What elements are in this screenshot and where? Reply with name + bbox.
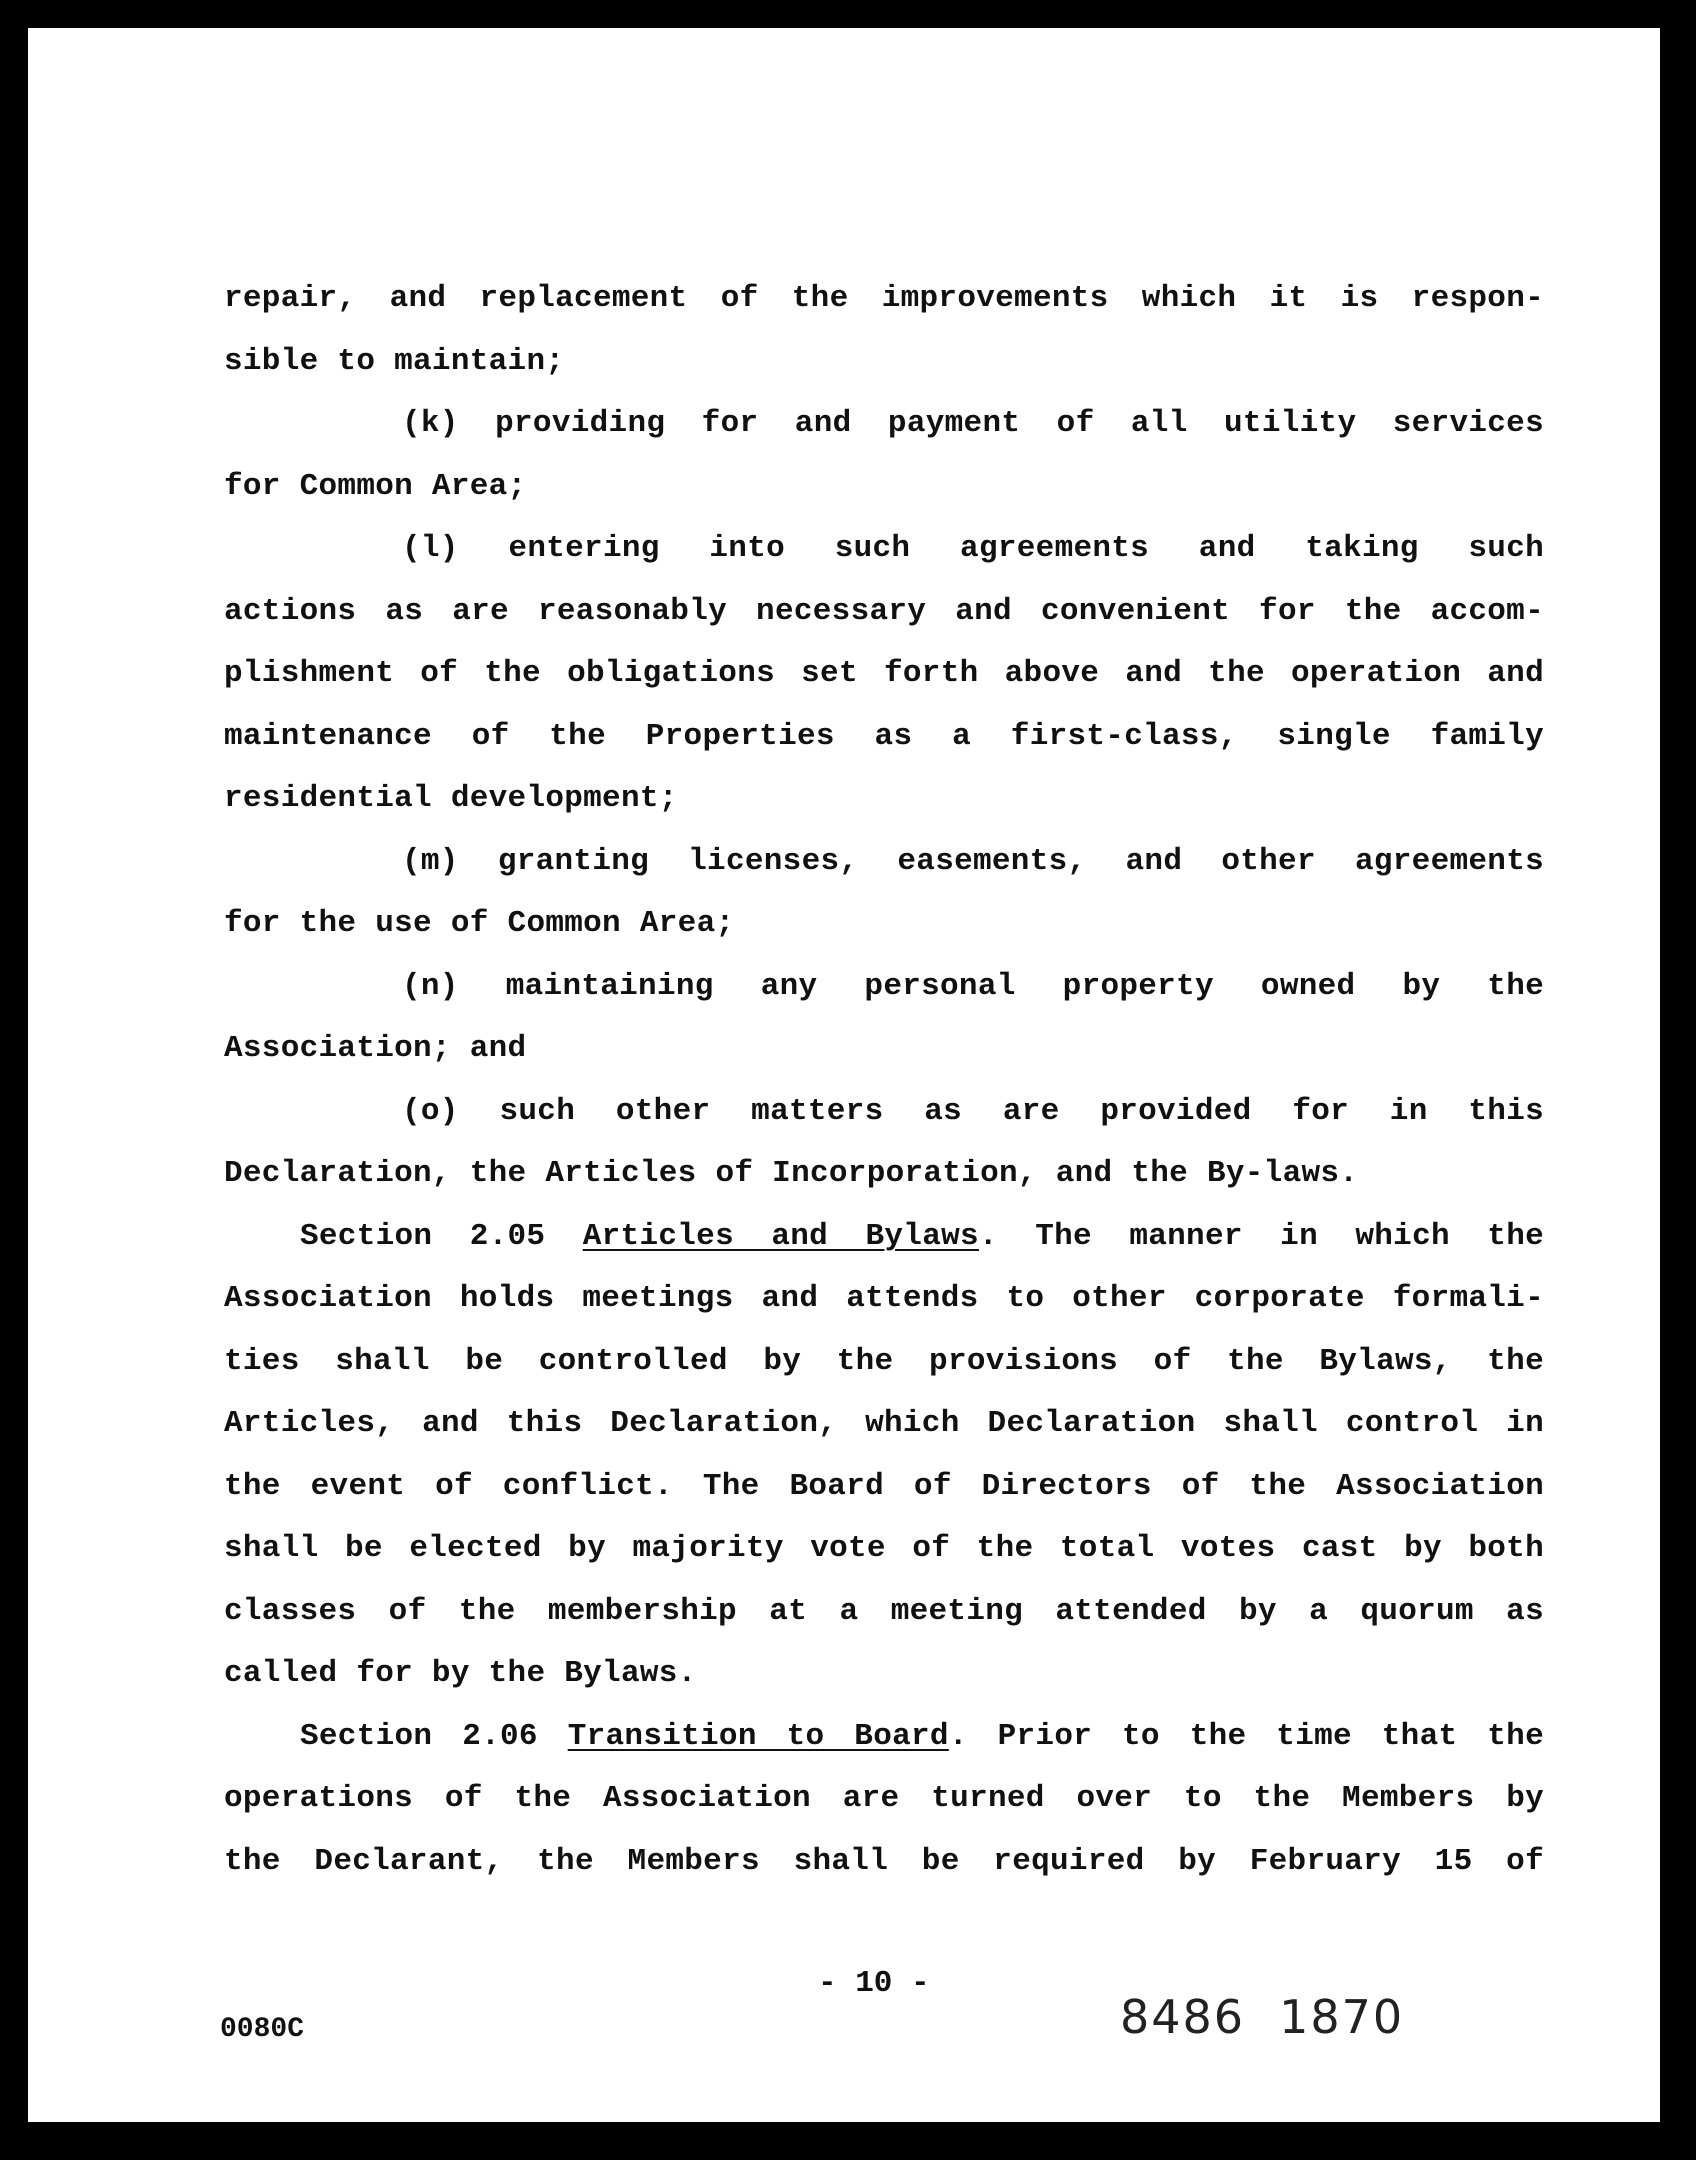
recording-stamp bbox=[1120, 1990, 1404, 2044]
text-line: residential development; bbox=[224, 781, 678, 816]
text-line: plishment of the obligations set forth above and the operation and bbox=[224, 656, 1544, 691]
text-line: maintenance of the Properties as a first-class, single family bbox=[224, 718, 1544, 754]
text-line: (m) granting licenses, easements, and other agreements bbox=[402, 843, 1544, 879]
stamp-book-number: 8486 bbox=[1120, 1990, 1246, 2044]
document-code: 0080C bbox=[220, 2014, 305, 2045]
text-line: (n) maintaining any personal property owned by the bbox=[402, 968, 1544, 1004]
text-line: (o) such other matters as are provided for in this bbox=[402, 1093, 1544, 1129]
text-line: shall be elected by majority vote of the total votes cast by both bbox=[224, 1531, 1544, 1566]
text-line: classes of the membership at a meeting attended by a quorum as bbox=[224, 1593, 1544, 1629]
text-line: actions as are reasonably necessary and convenient for the accom- bbox=[224, 593, 1544, 629]
section-text: . Prior to the time that the bbox=[948, 1718, 1544, 1754]
document-page bbox=[28, 28, 1660, 2122]
text-line: Association holds meetings and attends to other corporate formali- bbox=[224, 1281, 1544, 1316]
text-line: for Common Area; bbox=[224, 468, 527, 504]
page-number: - 10 - bbox=[818, 1966, 930, 2001]
text-line: Articles, and this Declaration, which Declaration shall control in bbox=[224, 1406, 1544, 1441]
section-number: Section 2.05 bbox=[300, 1218, 583, 1254]
text-line: the Declarant, the Members shall be required by February 15 of bbox=[224, 1843, 1544, 1879]
text-line: ties shall be controlled by the provisions of the Bylaws, the bbox=[224, 1343, 1544, 1379]
section-heading-line bbox=[224, 1206, 1544, 1269]
text-line: (l) entering into such agreements and taking such bbox=[402, 531, 1544, 566]
text-line: Association; and bbox=[224, 1031, 527, 1066]
text-line: Declaration, the Articles of Incorporation, and the By-laws. bbox=[224, 1156, 1359, 1191]
text-line: the event of conflict. The Board of Directors of the Association bbox=[224, 1468, 1544, 1504]
text-line: for the use of Common Area; bbox=[224, 906, 735, 941]
document-body bbox=[224, 268, 1544, 1893]
text-line: operations of the Association are turned over to the Members by bbox=[224, 1781, 1544, 1816]
section-heading-line bbox=[224, 1706, 1544, 1769]
text-line: sible to maintain; bbox=[224, 343, 565, 379]
section-text: . The manner in which the bbox=[978, 1218, 1544, 1254]
section-title: Transition to Board bbox=[567, 1718, 949, 1754]
section-title: Articles and Bylaws bbox=[582, 1218, 979, 1254]
text-line: repair, and replacement of the improvements which it is respon- bbox=[224, 281, 1544, 316]
section-number: Section 2.06 bbox=[300, 1718, 568, 1754]
stamp-page-number: 1870 bbox=[1279, 1990, 1405, 2044]
text-line: called for by the Bylaws. bbox=[224, 1656, 697, 1691]
text-line: (k) providing for and payment of all utility services bbox=[402, 406, 1544, 441]
